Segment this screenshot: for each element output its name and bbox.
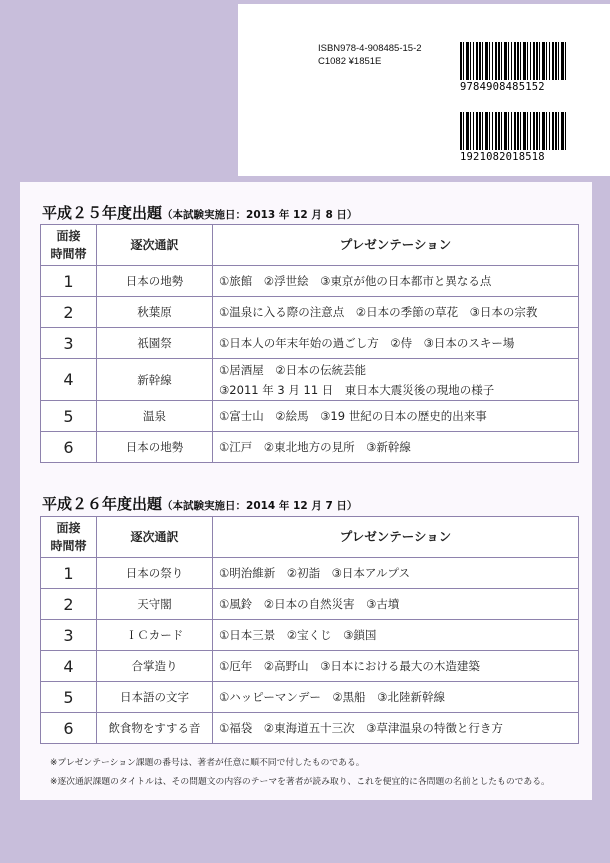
table-row [41,651,579,682]
presentation-topics: ①風鈴 ②日本の自然災害 ③古墳 [213,589,579,620]
table-row [41,558,579,589]
time-slot-number: 5 [41,682,97,713]
time-slot-number: 4 [41,651,97,682]
exam-date: （本試験実施日：2014 年 12 月 7 日） [162,500,358,512]
footnote-interpretation: ※逐次通訳課題のタイトルは、その問題文の内容のテーマを著者が読み取り、これを便宜的に各問題の名前としたものである。 [50,777,550,787]
exam-title-text: 平成２５年度出題 [42,204,163,222]
time-slot-number: 5 [41,401,97,432]
table-row [41,266,579,297]
interpretation-topic: 日本語の文字 [97,682,213,713]
presentation-topics: ①日本人の年末年始の過ごし方 ②侍 ③日本のスキー場 [213,328,579,359]
table-row [41,620,579,651]
isbn-barcode [460,42,568,80]
interpretation-topic: 祇園祭 [97,328,213,359]
presentation-topics: ①富士山 ②絵馬 ③19 世紀の日本の歴史的出来事 [213,401,579,432]
exam-title-text: 平成２６年度出題 [42,495,163,513]
time-slot-number: 4 [41,359,97,401]
table-header-row [41,225,579,266]
time-slot-header: 面接 時間帯 [41,517,97,558]
interpretation-topic: 日本の地勢 [97,266,213,297]
classification-code: C1082 ¥1851E [318,56,382,67]
price-barcode-number: 1921082018518 [460,151,545,163]
exam-2013-table [40,224,579,463]
presentation-topics: ①福袋 ②東海道五十三次 ③草津温泉の特徴と行き方 [213,713,579,744]
interpretation-topic: ＩＣカード [97,620,213,651]
time-slot-number: 6 [41,432,97,463]
time-slot-number: 2 [41,589,97,620]
isbn-barcode-number: 9784908485152 [460,81,545,93]
time-slot-number: 1 [41,558,97,589]
table-row [41,682,579,713]
price-barcode [460,112,568,150]
presentation-topics: ①江戸 ②東北地方の見所 ③新幹線 [213,432,579,463]
time-slot-header: 面接 時間帯 [41,225,97,266]
time-slot-number: 2 [41,297,97,328]
exam-2013-title [42,202,357,223]
time-slot-number: 3 [41,620,97,651]
table-header-row [41,517,579,558]
time-slot-number: 6 [41,713,97,744]
presentation-topics: ①旅館 ②浮世絵 ③東京が他の日本都市と異なる点 [213,266,579,297]
interpretation-topic: 秋葉原 [97,297,213,328]
interpretation-header: 逐次通訳 [97,517,213,558]
presentation-topics: ①日本三景 ②宝くじ ③鎖国 [213,620,579,651]
interpretation-topic: 温泉 [97,401,213,432]
isbn-number: ISBN978-4-908485-15-2 [318,43,422,54]
interpretation-header: 逐次通訳 [97,225,213,266]
interpretation-topic: 日本の祭り [97,558,213,589]
isbn-block [318,42,422,68]
table-row [41,589,579,620]
barcode-panel [238,4,610,176]
table-row [41,297,579,328]
footnote-presentation: ※プレゼンテーション課題の番号は、著者が任意に順不同で付したものである。 [50,758,365,768]
presentation-topics: ①厄年 ②高野山 ③日本における最大の木造建築 [213,651,579,682]
exam-2014-title [42,493,357,514]
time-slot-number: 3 [41,328,97,359]
presentation-header: プレゼンテーション [213,225,579,266]
presentation-header: プレゼンテーション [213,517,579,558]
table-row [41,359,579,401]
interpretation-topic: 合掌造り [97,651,213,682]
presentation-topics: ①明治維新 ②初詣 ③日本アルプス [213,558,579,589]
interpretation-topic: 日本の地勢 [97,432,213,463]
presentation-topics: ①温泉に入る際の注意点 ②日本の季節の草花 ③日本の宗教 [213,297,579,328]
interpretation-topic: 天守閣 [97,589,213,620]
interpretation-topic: 新幹線 [97,359,213,401]
presentation-topics: ①ハッピーマンデー ②黒船 ③北陸新幹線 [213,682,579,713]
table-row [41,401,579,432]
interpretation-topic: 飲食物をすする音 [97,713,213,744]
table-row [41,432,579,463]
exam-panel [20,182,592,800]
table-row [41,328,579,359]
exam-2014-table [40,516,579,744]
presentation-topics: ①居酒屋 ②日本の伝統芸能 ③2011 年 3 月 11 日 東日本大震災後の現地の様子 [213,359,579,401]
time-slot-number: 1 [41,266,97,297]
exam-date: （本試験実施日：2013 年 12 月 8 日） [162,209,358,221]
table-row [41,713,579,744]
